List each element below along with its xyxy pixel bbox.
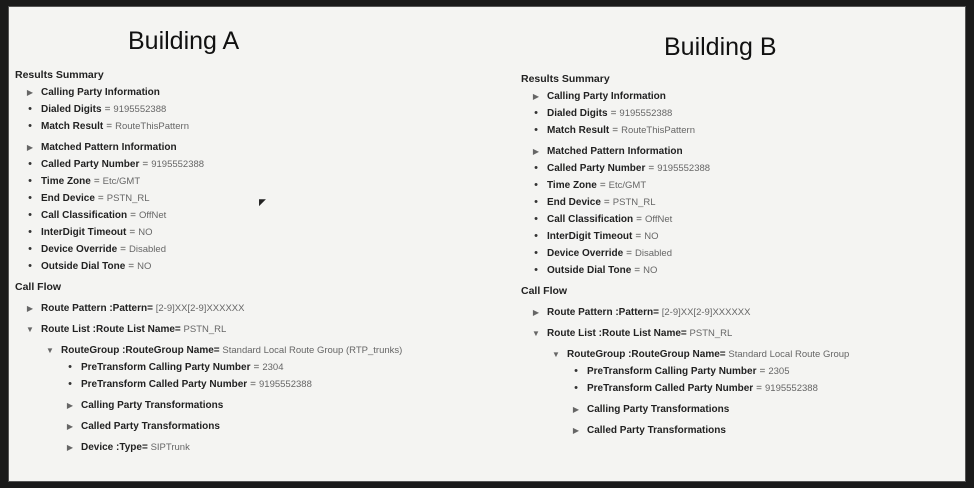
bullet-icon [531, 245, 541, 262]
bullet-icon [25, 258, 35, 275]
bullet-icon [531, 211, 541, 228]
triangle-right-icon[interactable]: ▶ [532, 92, 540, 101]
call-flow-heading: Call Flow [521, 285, 568, 297]
building-b-content [521, 71, 961, 439]
calling-party-transformations-node[interactable]: ▶ Calling Party Transformations [15, 397, 485, 414]
route-pattern-node[interactable]: ▶ Route Pattern :Pattern= [2-9]XX[2-9]XXXXXX [521, 304, 961, 321]
called-party-number-row: •Called Party Number = 9195552388 [15, 156, 485, 173]
match-result-row: •Match Result = RouteThisPattern [521, 122, 961, 139]
route-group-node[interactable]: ▼ RouteGroup :RouteGroup Name= Standard Local Route Group [521, 346, 961, 363]
calling-party-information-node[interactable]: ▶ Calling Party Information [15, 84, 485, 101]
matched-pattern-information-node[interactable]: ▶ Matched Pattern Information [15, 139, 485, 156]
end-device-row: •End Device = PSTN_RL [15, 190, 485, 207]
called-party-transformations-node[interactable]: ▶ Called Party Transformations [521, 422, 961, 439]
outside-dial-tone-row: •Outside Dial Tone = NO [521, 262, 961, 279]
building-a-content [15, 67, 485, 456]
interdigit-timeout-row: •InterDigit Timeout = NO [521, 228, 961, 245]
pretransform-calling-row: •PreTransform Calling Party Number = 2304 [15, 359, 485, 376]
called-party-number-row: •Called Party Number = 9195552388 [521, 160, 961, 177]
route-group-node[interactable]: ▼ RouteGroup :RouteGroup Name= Standard Local Route Group (RTP_trunks) [15, 342, 485, 359]
bullet-icon [531, 105, 541, 122]
building-a-title: Building A [128, 27, 240, 55]
called-party-transformations-node[interactable]: ▶ Called Party Transformations [15, 418, 485, 435]
pretransform-called-row: •PreTransform Called Party Number = 9195552388 [521, 380, 961, 397]
route-list-node[interactable]: ▼ Route List :Route List Name= PSTN_RL [15, 321, 485, 338]
triangle-right-icon[interactable]: ▶ [532, 147, 540, 156]
triangle-right-icon[interactable]: ▶ [26, 304, 34, 313]
time-zone-row: •Time Zone = Etc/GMT [521, 177, 961, 194]
bullet-icon [531, 160, 541, 177]
interdigit-timeout-row: •InterDigit Timeout = NO [15, 224, 485, 241]
triangle-right-icon[interactable]: ▶ [66, 443, 74, 452]
bullet-icon [25, 207, 35, 224]
bullet-icon [531, 262, 541, 279]
outside-dial-tone-row: •Outside Dial Tone = NO [15, 258, 485, 275]
triangle-right-icon[interactable]: ▶ [66, 422, 74, 431]
bullet-icon [531, 228, 541, 245]
calling-party-information-node[interactable]: ▶ Calling Party Information [521, 88, 961, 105]
bullet-icon [65, 359, 75, 376]
building-b-title: Building B [664, 33, 777, 61]
route-pattern-node[interactable]: ▶ Route Pattern :Pattern= [2-9]XX[2-9]XXXXXX [15, 300, 485, 317]
pretransform-called-row: •PreTransform Called Party Number = 9195552388 [15, 376, 485, 393]
pretransform-calling-row: •PreTransform Calling Party Number = 2305 [521, 363, 961, 380]
triangle-down-icon[interactable]: ▼ [552, 350, 560, 359]
dialed-digits-row: •Dialed Digits = 9195552388 [521, 105, 961, 122]
end-device-row: •End Device = PSTN_RL [521, 194, 961, 211]
bullet-icon [571, 380, 581, 397]
bullet-icon [25, 118, 35, 135]
triangle-down-icon[interactable]: ▼ [26, 325, 34, 334]
call-classification-row: •Call Classification = OffNet [521, 211, 961, 228]
triangle-down-icon[interactable]: ▼ [532, 329, 540, 338]
bullet-icon [25, 156, 35, 173]
device-override-row: •Device Override = Disabled [521, 245, 961, 262]
match-result-row: •Match Result = RouteThisPattern [15, 118, 485, 135]
time-zone-row: •Time Zone = Etc/GMT [15, 173, 485, 190]
bullet-icon [25, 224, 35, 241]
bullet-icon [25, 101, 35, 118]
call-classification-row: •Call Classification = OffNet [15, 207, 485, 224]
results-summary-heading: Results Summary [15, 69, 104, 81]
bullet-icon [25, 173, 35, 190]
device-type-node[interactable]: ▶ Device :Type= SIPTrunk [15, 439, 485, 456]
bullet-icon [25, 190, 35, 207]
call-flow-heading: Call Flow [15, 281, 62, 293]
bullet-icon [571, 363, 581, 380]
mouse-cursor-icon: ◤ [259, 197, 266, 207]
triangle-right-icon[interactable]: ▶ [572, 405, 580, 414]
calling-party-transformations-node[interactable]: ▶ Calling Party Transformations [521, 401, 961, 418]
bullet-icon [25, 241, 35, 258]
triangle-down-icon[interactable]: ▼ [46, 346, 54, 355]
triangle-right-icon[interactable]: ▶ [572, 426, 580, 435]
dialed-digits-row: •Dialed Digits = 9195552388 [15, 101, 485, 118]
bullet-icon [531, 177, 541, 194]
bullet-icon [531, 194, 541, 211]
matched-pattern-information-node[interactable]: ▶ Matched Pattern Information [521, 143, 961, 160]
triangle-right-icon[interactable]: ▶ [26, 143, 34, 152]
device-override-row: •Device Override = Disabled [15, 241, 485, 258]
results-summary-heading: Results Summary [521, 73, 610, 85]
screenshot-frame [8, 6, 966, 482]
bullet-icon [531, 122, 541, 139]
triangle-right-icon[interactable]: ▶ [26, 88, 34, 97]
triangle-right-icon[interactable]: ▶ [66, 401, 74, 410]
route-list-node[interactable]: ▼ Route List :Route List Name= PSTN_RL [521, 325, 961, 342]
bullet-icon [65, 376, 75, 393]
triangle-right-icon[interactable]: ▶ [532, 308, 540, 317]
